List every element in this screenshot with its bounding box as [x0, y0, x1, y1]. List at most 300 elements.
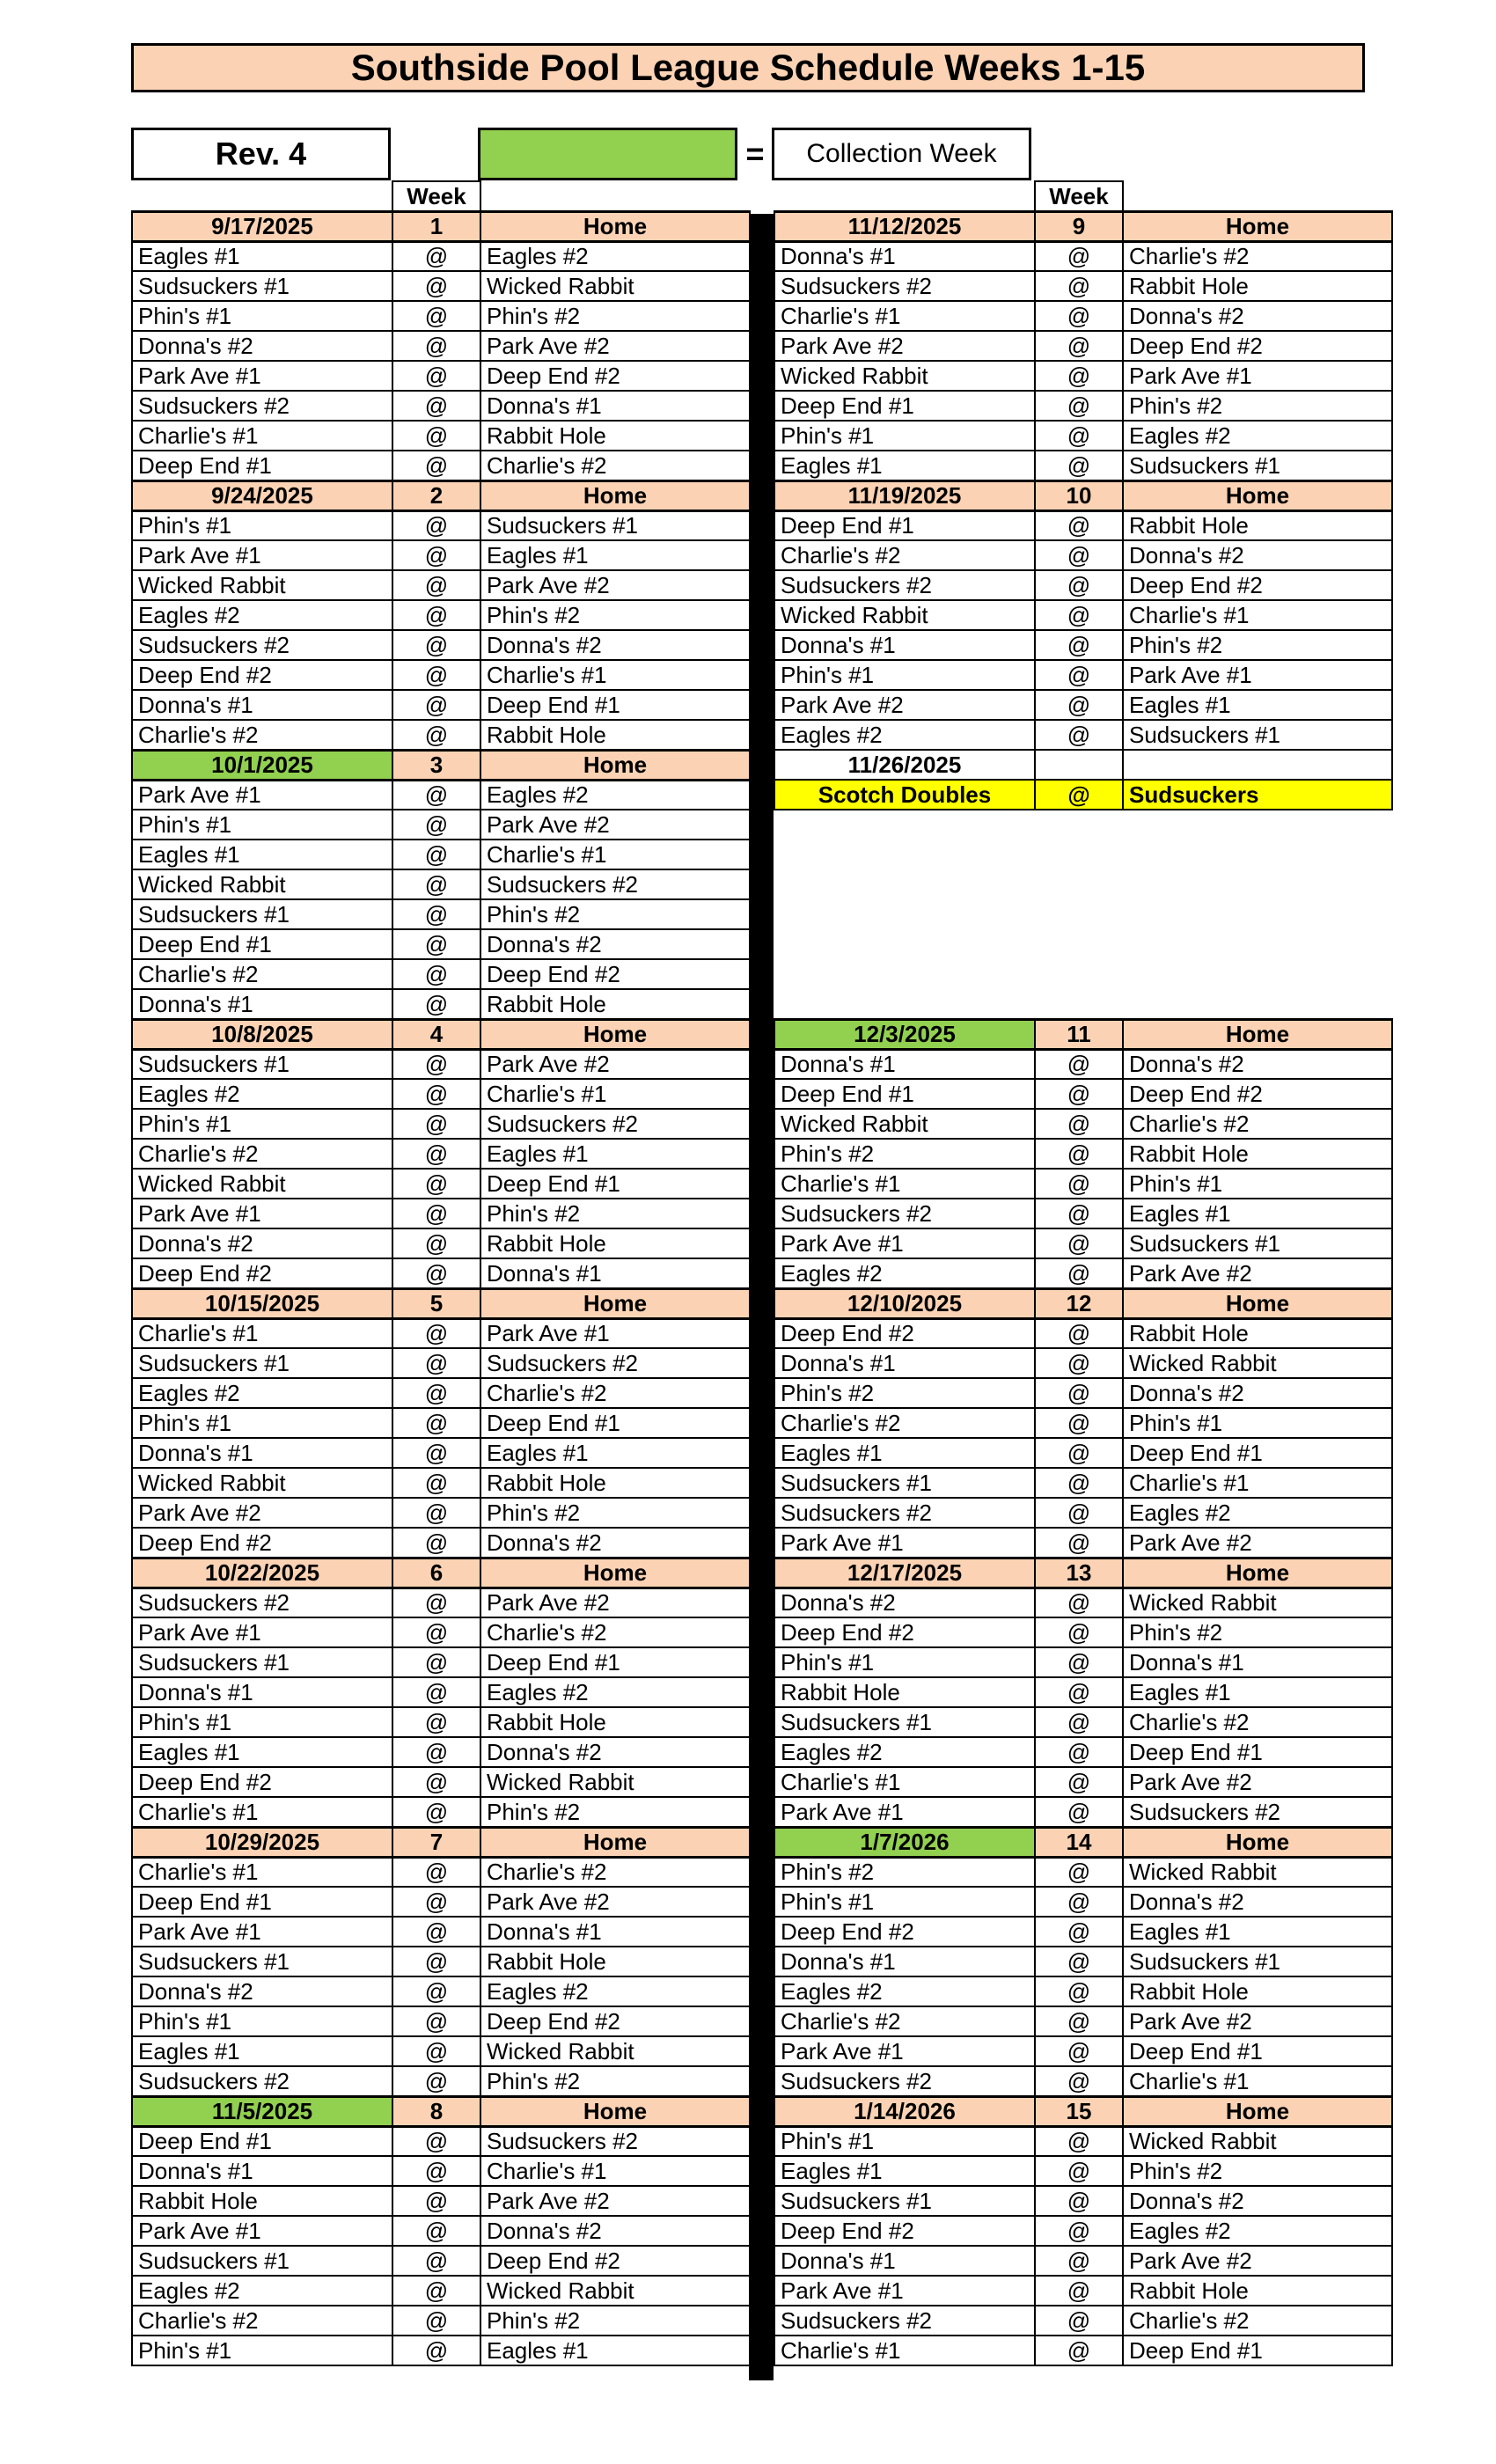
home-team: Eagles #2: [1123, 2216, 1392, 2246]
at-symbol: @: [1035, 1797, 1123, 1827]
home-team: Wicked Rabbit: [1123, 2126, 1392, 2156]
at-symbol: @: [392, 1707, 480, 1737]
home-team: Eagles #2: [480, 1976, 750, 2006]
match-row: [132, 271, 750, 301]
special-event-row: [774, 780, 1392, 810]
home-header: Home: [1123, 480, 1392, 510]
home-team: Charlie's #1: [480, 2156, 750, 2186]
at-symbol: @: [1035, 271, 1123, 301]
away-team: Sudsuckers #1: [132, 1647, 392, 1677]
match-row: [132, 2336, 750, 2365]
at-symbol: @: [1035, 1169, 1123, 1199]
match-row: [774, 2006, 1392, 2036]
home-team: Park Ave #2: [1123, 1258, 1392, 1288]
home-team: Wicked Rabbit: [480, 271, 750, 301]
home-team: Park Ave #2: [480, 810, 750, 840]
at-symbol: @: [392, 1797, 480, 1827]
home-team: Park Ave #2: [480, 570, 750, 600]
at-symbol: @: [392, 1049, 480, 1079]
at-symbol: @: [1035, 1348, 1123, 1378]
match-row: [132, 2036, 750, 2066]
home-team: Donna's #2: [1123, 1378, 1392, 1408]
special-event-name: Scotch Doubles: [774, 780, 1035, 810]
home-team: Phin's #2: [480, 301, 750, 331]
home-team: Charlie's #1: [480, 840, 750, 869]
at-symbol: @: [392, 1677, 480, 1707]
away-team: Deep End #2: [774, 1318, 1035, 1348]
home-team: Eagles #2: [480, 1677, 750, 1707]
away-team: Eagles #2: [774, 720, 1035, 750]
at-symbol: @: [392, 780, 480, 810]
empty-row: [774, 899, 1392, 929]
home-team: Eagles #1: [1123, 1199, 1392, 1228]
away-team: Deep End #2: [774, 1917, 1035, 1947]
match-row: [774, 1737, 1392, 1767]
match-row: [132, 2216, 750, 2246]
match-row: [774, 2246, 1392, 2276]
away-team: Park Ave #2: [774, 690, 1035, 720]
match-row: [132, 780, 750, 810]
home-team: Park Ave #2: [480, 1049, 750, 1079]
home-team: Donna's #2: [480, 630, 750, 660]
match-row: [132, 1199, 750, 1228]
away-team: Charlie's #1: [132, 1318, 392, 1348]
match-row: [132, 570, 750, 600]
home-team: Phin's #2: [480, 899, 750, 929]
match-row: [132, 1976, 750, 2006]
home-team: Charlie's #1: [1123, 2066, 1392, 2096]
home-header: Home: [480, 1558, 750, 1588]
home-header: Home: [1123, 2096, 1392, 2126]
week-number: 4: [392, 1019, 480, 1049]
at-symbol: @: [392, 361, 480, 391]
match-row: [132, 391, 750, 421]
away-team: Sudsuckers #1: [132, 1049, 392, 1079]
away-team: Eagles #1: [774, 1438, 1035, 1468]
away-team: Wicked Rabbit: [774, 1109, 1035, 1139]
at-symbol: @: [392, 391, 480, 421]
match-row: [774, 331, 1392, 361]
at-symbol: @: [392, 1857, 480, 1887]
match-row: [132, 959, 750, 989]
away-team: Eagles #1: [132, 241, 392, 271]
header-spacer: [480, 181, 750, 211]
at-symbol: @: [392, 2006, 480, 2036]
at-symbol: @: [392, 1258, 480, 1288]
match-row: [132, 1617, 750, 1647]
at-symbol: @: [1035, 780, 1123, 810]
away-team: Sudsuckers #2: [774, 570, 1035, 600]
match-row: [132, 2156, 750, 2186]
at-symbol: @: [1035, 510, 1123, 540]
match-row: [774, 1707, 1392, 1737]
at-symbol: @: [1035, 1917, 1123, 1947]
match-row: [774, 1199, 1392, 1228]
match-row: [132, 1647, 750, 1677]
home-team: Phin's #2: [1123, 2156, 1392, 2186]
away-team: Charlie's #1: [774, 2336, 1035, 2365]
week-number: 11: [1035, 1019, 1123, 1049]
match-row: [774, 690, 1392, 720]
at-symbol: @: [392, 2126, 480, 2156]
at-symbol: @: [1035, 570, 1123, 600]
at-symbol: @: [1035, 2036, 1123, 2066]
home-header: Home: [1123, 1827, 1392, 1857]
week-number: 13: [1035, 1558, 1123, 1588]
match-row: [774, 1049, 1392, 1079]
home-team: Donna's #2: [480, 1737, 750, 1767]
match-row: [774, 1109, 1392, 1139]
away-team: Sudsuckers #1: [774, 2186, 1035, 2216]
away-team: Wicked Rabbit: [132, 1169, 392, 1199]
week-header-row: [132, 1288, 750, 1318]
at-symbol: @: [1035, 1737, 1123, 1767]
away-team: Charlie's #2: [132, 959, 392, 989]
home-team: Charlie's #1: [480, 1079, 750, 1109]
week-number: 7: [392, 1827, 480, 1857]
empty-cell: [774, 869, 1392, 899]
week-header-row: [774, 1558, 1392, 1588]
match-row: [132, 2006, 750, 2036]
home-team: Charlie's #1: [480, 660, 750, 690]
away-team: Donna's #1: [132, 690, 392, 720]
at-symbol: @: [1035, 2186, 1123, 2216]
week-header-row: [132, 1827, 750, 1857]
at-symbol: @: [392, 1139, 480, 1169]
home-team: Donna's #2: [1123, 540, 1392, 570]
week-date: 1/7/2026: [774, 1827, 1035, 1857]
week-header-row: [774, 1827, 1392, 1857]
home-team: Phin's #2: [480, 1199, 750, 1228]
at-symbol: @: [392, 241, 480, 271]
home-team: Sudsuckers #2: [480, 869, 750, 899]
at-symbol: @: [392, 1617, 480, 1647]
week-date: 11/12/2025: [774, 211, 1035, 241]
away-team: Charlie's #2: [132, 1139, 392, 1169]
home-team: Deep End #2: [1123, 331, 1392, 361]
header-spacer: [1123, 181, 1392, 211]
away-team: Sudsuckers #2: [132, 391, 392, 421]
home-team: Donna's #2: [480, 929, 750, 959]
match-row: [132, 1228, 750, 1258]
home-header: Home: [1123, 1558, 1392, 1588]
home-team: Wicked Rabbit: [480, 2276, 750, 2306]
home-team: Deep End #2: [480, 361, 750, 391]
empty-row: [774, 959, 1392, 989]
away-team: Charlie's #1: [774, 1169, 1035, 1199]
match-row: [132, 720, 750, 750]
home-team: Rabbit Hole: [1123, 1139, 1392, 1169]
home-header: Home: [480, 1288, 750, 1318]
home-header: Home: [480, 480, 750, 510]
at-symbol: @: [1035, 2336, 1123, 2365]
at-symbol: @: [1035, 1079, 1123, 1109]
week-number: 6: [392, 1558, 480, 1588]
week-number: 2: [392, 480, 480, 510]
match-row: [132, 421, 750, 451]
at-symbol: @: [1035, 660, 1123, 690]
at-symbol: @: [392, 1169, 480, 1199]
home-team: Phin's #2: [480, 600, 750, 630]
empty-row: [774, 929, 1392, 959]
away-team: Eagles #2: [132, 2276, 392, 2306]
away-team: Sudsuckers #2: [132, 630, 392, 660]
at-symbol: @: [392, 810, 480, 840]
at-symbol: @: [1035, 2006, 1123, 2036]
home-team: Eagles #1: [1123, 1677, 1392, 1707]
away-team: Sudsuckers #2: [132, 1588, 392, 1617]
home-team: Sudsuckers #1: [1123, 1947, 1392, 1976]
match-row: [774, 1767, 1392, 1797]
week-date: 1/14/2026: [774, 2096, 1035, 2126]
week-header-row: [132, 750, 750, 780]
away-team: Park Ave #2: [774, 331, 1035, 361]
away-team: Charlie's #1: [132, 1857, 392, 1887]
away-team: Eagles #1: [774, 2156, 1035, 2186]
match-row: [132, 451, 750, 480]
match-row: [774, 720, 1392, 750]
home-team: Rabbit Hole: [1123, 271, 1392, 301]
at-symbol: @: [392, 1737, 480, 1767]
home-team: Sudsuckers #1: [1123, 720, 1392, 750]
home-team: Wicked Rabbit: [1123, 1588, 1392, 1617]
match-row: [132, 2276, 750, 2306]
away-team: Donna's #2: [132, 1976, 392, 2006]
at-symbol: @: [392, 1647, 480, 1677]
home-team: Rabbit Hole: [480, 1947, 750, 1976]
home-team: Charlie's #2: [1123, 241, 1392, 271]
match-row: [774, 361, 1392, 391]
match-row: [774, 1258, 1392, 1288]
at-symbol: @: [1035, 1887, 1123, 1917]
at-symbol: @: [1035, 1258, 1123, 1288]
at-symbol: @: [1035, 1049, 1123, 1079]
home-team: Park Ave #1: [1123, 660, 1392, 690]
away-team: Donna's #1: [132, 989, 392, 1019]
empty-cell: [774, 899, 1392, 929]
away-team: Deep End #1: [132, 451, 392, 480]
at-symbol: @: [392, 1109, 480, 1139]
home-team: Rabbit Hole: [480, 989, 750, 1019]
at-symbol: @: [392, 959, 480, 989]
week-number: 14: [1035, 1827, 1123, 1857]
schedule-left-column: [131, 180, 751, 2366]
at-symbol: @: [392, 1079, 480, 1109]
at-symbol: @: [1035, 1139, 1123, 1169]
at-symbol: @: [392, 899, 480, 929]
week-date: 9/24/2025: [132, 480, 392, 510]
week-number: 15: [1035, 2096, 1123, 2126]
week-header-row: [132, 1558, 750, 1588]
home-team: Deep End #1: [480, 1169, 750, 1199]
at-symbol: @: [1035, 1976, 1123, 2006]
home-team: Wicked Rabbit: [480, 1767, 750, 1797]
at-symbol: @: [392, 570, 480, 600]
away-team: Deep End #2: [774, 1617, 1035, 1647]
away-team: Wicked Rabbit: [774, 361, 1035, 391]
away-team: Deep End #2: [774, 2216, 1035, 2246]
at-symbol: @: [1035, 1468, 1123, 1498]
at-symbol: @: [1035, 1617, 1123, 1647]
week-number: 12: [1035, 1288, 1123, 1318]
away-team: Park Ave #1: [132, 2216, 392, 2246]
at-symbol: @: [392, 840, 480, 869]
away-team: Donna's #1: [132, 1677, 392, 1707]
at-symbol: @: [1035, 1707, 1123, 1737]
away-team: Eagles #1: [132, 840, 392, 869]
home-team: Phin's #2: [480, 2066, 750, 2096]
week-date: 10/15/2025: [132, 1288, 392, 1318]
special-week-number: [1035, 750, 1123, 780]
match-row: [774, 1857, 1392, 1887]
at-symbol: @: [1035, 2246, 1123, 2276]
away-team: Donna's #1: [132, 2156, 392, 2186]
home-team: Rabbit Hole: [480, 421, 750, 451]
at-symbol: @: [392, 2276, 480, 2306]
home-team: Donna's #2: [1123, 301, 1392, 331]
match-row: [774, 271, 1392, 301]
away-team: Charlie's #2: [132, 720, 392, 750]
away-team: Phin's #1: [132, 1707, 392, 1737]
home-team: Eagles #2: [480, 241, 750, 271]
page-title: Southside Pool League Schedule Weeks 1-15: [131, 43, 1365, 92]
home-team: Sudsuckers #2: [1123, 1797, 1392, 1827]
match-row: [132, 510, 750, 540]
match-row: [774, 1438, 1392, 1468]
match-row: [132, 1767, 750, 1797]
match-row: [774, 421, 1392, 451]
away-team: Park Ave #1: [774, 2276, 1035, 2306]
header-spacer: [132, 181, 392, 211]
week-date: 11/5/2025: [132, 2096, 392, 2126]
match-row: [774, 2276, 1392, 2306]
at-symbol: @: [1035, 361, 1123, 391]
away-team: Deep End #1: [132, 1887, 392, 1917]
week-header-row: [774, 1288, 1392, 1318]
home-header: Home: [480, 1019, 750, 1049]
match-row: [774, 301, 1392, 331]
at-symbol: @: [392, 1528, 480, 1558]
home-team: Rabbit Hole: [480, 720, 750, 750]
away-team: Charlie's #1: [132, 421, 392, 451]
away-team: Park Ave #1: [132, 780, 392, 810]
home-team: Donna's #2: [480, 2216, 750, 2246]
match-row: [774, 1079, 1392, 1109]
home-header: Home: [480, 750, 750, 780]
at-symbol: @: [392, 2246, 480, 2276]
at-symbol: @: [392, 1318, 480, 1348]
home-team: Eagles #1: [480, 1438, 750, 1468]
at-symbol: @: [392, 1408, 480, 1438]
away-team: Sudsuckers #2: [774, 1498, 1035, 1528]
away-team: Sudsuckers #2: [774, 2066, 1035, 2096]
home-team: Phin's #2: [480, 1797, 750, 1827]
match-row: [132, 1917, 750, 1947]
away-team: Deep End #2: [132, 1767, 392, 1797]
week-column-header-row: [774, 181, 1392, 211]
match-row: [132, 1887, 750, 1917]
revision-label: Rev. 4: [131, 128, 391, 180]
match-row: [132, 2306, 750, 2336]
home-team: Rabbit Hole: [1123, 1976, 1392, 2006]
away-team: Park Ave #1: [774, 2036, 1035, 2066]
at-symbol: @: [1035, 720, 1123, 750]
home-team: Deep End #2: [1123, 1079, 1392, 1109]
empty-cell: [774, 810, 1392, 840]
match-row: [774, 2306, 1392, 2336]
week-date: 10/22/2025: [132, 1558, 392, 1588]
away-team: Phin's #1: [774, 2126, 1035, 2156]
week-date: 12/10/2025: [774, 1288, 1035, 1318]
match-row: [774, 1797, 1392, 1827]
match-row: [774, 600, 1392, 630]
at-symbol: @: [392, 451, 480, 480]
home-team: Sudsuckers #2: [480, 1109, 750, 1139]
home-team: Phin's #2: [480, 1498, 750, 1528]
away-team: Charlie's #2: [774, 1408, 1035, 1438]
week-number: 9: [1035, 211, 1123, 241]
home-team: Eagles #2: [480, 780, 750, 810]
match-row: [774, 2036, 1392, 2066]
away-team: Phin's #1: [774, 421, 1035, 451]
at-symbol: @: [1035, 391, 1123, 421]
away-team: Wicked Rabbit: [132, 570, 392, 600]
at-symbol: @: [392, 1378, 480, 1408]
match-row: [774, 241, 1392, 271]
week-date: 11/19/2025: [774, 480, 1035, 510]
home-team: Charlie's #2: [480, 1378, 750, 1408]
collection-color-swatch: [478, 128, 737, 180]
away-team: Sudsuckers #2: [774, 2306, 1035, 2336]
match-row: [132, 1498, 750, 1528]
away-team: Sudsuckers #1: [132, 2246, 392, 2276]
home-team: Sudsuckers #1: [1123, 1228, 1392, 1258]
home-team: Donna's #2: [1123, 2186, 1392, 2216]
away-team: Donna's #1: [774, 241, 1035, 271]
empty-cell: [774, 989, 1392, 1019]
away-team: Rabbit Hole: [774, 1677, 1035, 1707]
at-symbol: @: [392, 720, 480, 750]
away-team: Phin's #2: [774, 1139, 1035, 1169]
at-symbol: @: [392, 1588, 480, 1617]
match-row: [774, 1169, 1392, 1199]
away-team: Sudsuckers #2: [774, 271, 1035, 301]
at-symbol: @: [392, 540, 480, 570]
match-row: [132, 241, 750, 271]
away-team: Eagles #1: [132, 2036, 392, 2066]
week-column-header: Week: [392, 181, 480, 211]
match-row: [774, 2186, 1392, 2216]
home-team: Charlie's #2: [1123, 1707, 1392, 1737]
home-team: Park Ave #2: [480, 1887, 750, 1917]
at-symbol: @: [392, 929, 480, 959]
home-team: Park Ave #2: [1123, 1528, 1392, 1558]
away-team: Deep End #1: [132, 929, 392, 959]
at-symbol: @: [1035, 421, 1123, 451]
away-team: Deep End #2: [132, 660, 392, 690]
home-team: Deep End #2: [480, 959, 750, 989]
match-row: [132, 1468, 750, 1498]
match-row: [774, 660, 1392, 690]
at-symbol: @: [392, 2306, 480, 2336]
away-team: Eagles #2: [774, 1976, 1035, 2006]
away-team: Wicked Rabbit: [132, 869, 392, 899]
at-symbol: @: [1035, 301, 1123, 331]
week-number: 3: [392, 750, 480, 780]
away-team: Park Ave #1: [132, 361, 392, 391]
week-header-row: [774, 1019, 1392, 1049]
match-row: [132, 331, 750, 361]
